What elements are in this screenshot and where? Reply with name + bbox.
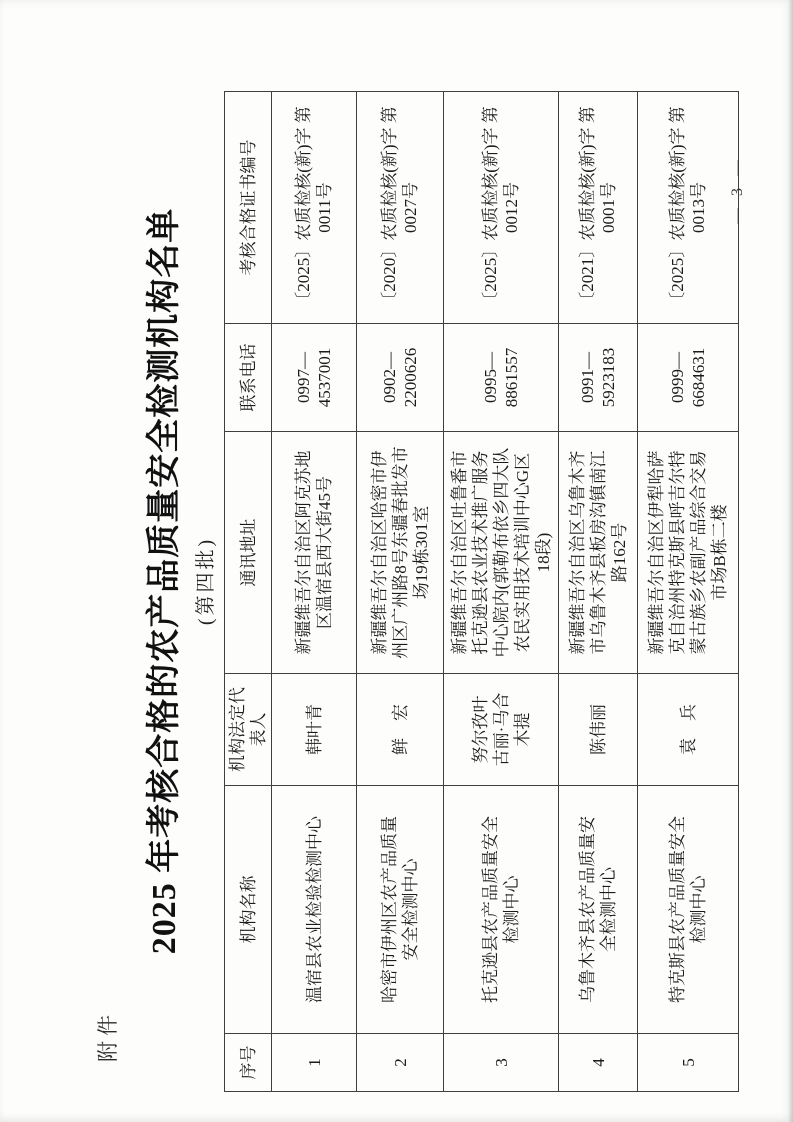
institutions-table [224, 91, 739, 1092]
cell-institution-name: 哈密市伊州区农产品质量安全检测中心 [357, 786, 444, 1034]
document-subtitle: (第四批) [195, 536, 217, 626]
cell-address: 新疆维吾尔自治区乌鲁木齐市乌鲁木齐县板房沟镇南江路162号 [559, 432, 638, 674]
col-header-phone: 联系电话 [225, 324, 272, 432]
cell-institution-name: 特克斯县农产品质量安全检测中心 [638, 786, 739, 1034]
col-header-certificate-no: 考核合格证书编号 [225, 92, 272, 324]
table-row [559, 92, 638, 1092]
table-row [638, 92, 739, 1092]
document-title: 2025 年考核合格的农产品质量安全检测机构名单 [146, 207, 183, 955]
col-header-institution-name: 机构名称 [225, 786, 272, 1034]
cell-serial: 2 [357, 1034, 444, 1092]
cell-phone: 0991—5923183 [559, 324, 638, 432]
cell-certificate-no: 〔2025〕农质检核(新)字 第0012号 [444, 92, 559, 324]
cell-certificate-no: 〔2021〕农质检核(新)字 第0001号 [559, 92, 638, 324]
table-header-row [225, 92, 272, 1092]
cell-address: 新疆维吾尔自治区吐鲁番市托克逊县农业技术推广服务中心院内(郭勒布依乡四大队农民实用技术培训中心G区18段) [444, 432, 559, 674]
cell-institution-name: 温宿县农业检验检测中心 [272, 786, 357, 1034]
cell-legal-representative: 陈伟丽 [559, 674, 638, 786]
cell-phone: 0902—2200626 [357, 324, 444, 432]
cell-legal-representative: 鲜 宏 [357, 674, 444, 786]
cell-phone: 0997—4537001 [272, 324, 357, 432]
table-row [444, 92, 559, 1092]
cell-serial: 1 [272, 1034, 357, 1092]
cell-certificate-no: 〔2020〕农质检核(新)字 第0027号 [357, 92, 444, 324]
cell-phone: 0995—8861557 [444, 324, 559, 432]
page-number: — 3 — [729, 156, 746, 224]
col-header-legal-representative: 机构法定代表人 [225, 674, 272, 786]
cell-legal-representative: 袁 兵 [638, 674, 739, 786]
cell-serial: 3 [444, 1034, 559, 1092]
cell-legal-representative: 努尔孜叶古丽·马合木提 [444, 674, 559, 786]
table-row [357, 92, 444, 1092]
cell-serial: 4 [559, 1034, 638, 1092]
cell-legal-representative: 韩叶青 [272, 674, 357, 786]
cell-serial: 5 [638, 1034, 739, 1092]
col-header-address: 通讯地址 [225, 432, 272, 674]
cell-phone: 0999—6684631 [638, 324, 739, 432]
cell-institution-name: 乌鲁木齐县农产品质量安全检测中心 [559, 786, 638, 1034]
cell-institution-name: 托克逊县农产品质量安全检测中心 [444, 786, 559, 1034]
cell-certificate-no: 〔2025〕农质检核(新)字 第0011号 [272, 92, 357, 324]
cell-address: 新疆维吾尔自治区阿克苏地区温宿县西大街45号 [272, 432, 357, 674]
cell-certificate-no: 〔2025〕农质检核(新)字 第0013号 [638, 92, 739, 324]
col-header-serial: 序号 [225, 1034, 272, 1092]
cell-address: 新疆维吾尔自治区伊犁哈萨克自治州特克斯县呼吉尔特蒙古族乡农副产品综合交易市场B栋二楼 [638, 432, 739, 674]
attachment-label: 附件 [96, 1010, 120, 1062]
cell-address: 新疆维吾尔自治区哈密市伊州区广州路8号东疆春批发市场19栋301室 [357, 432, 444, 674]
table-row [272, 92, 357, 1092]
